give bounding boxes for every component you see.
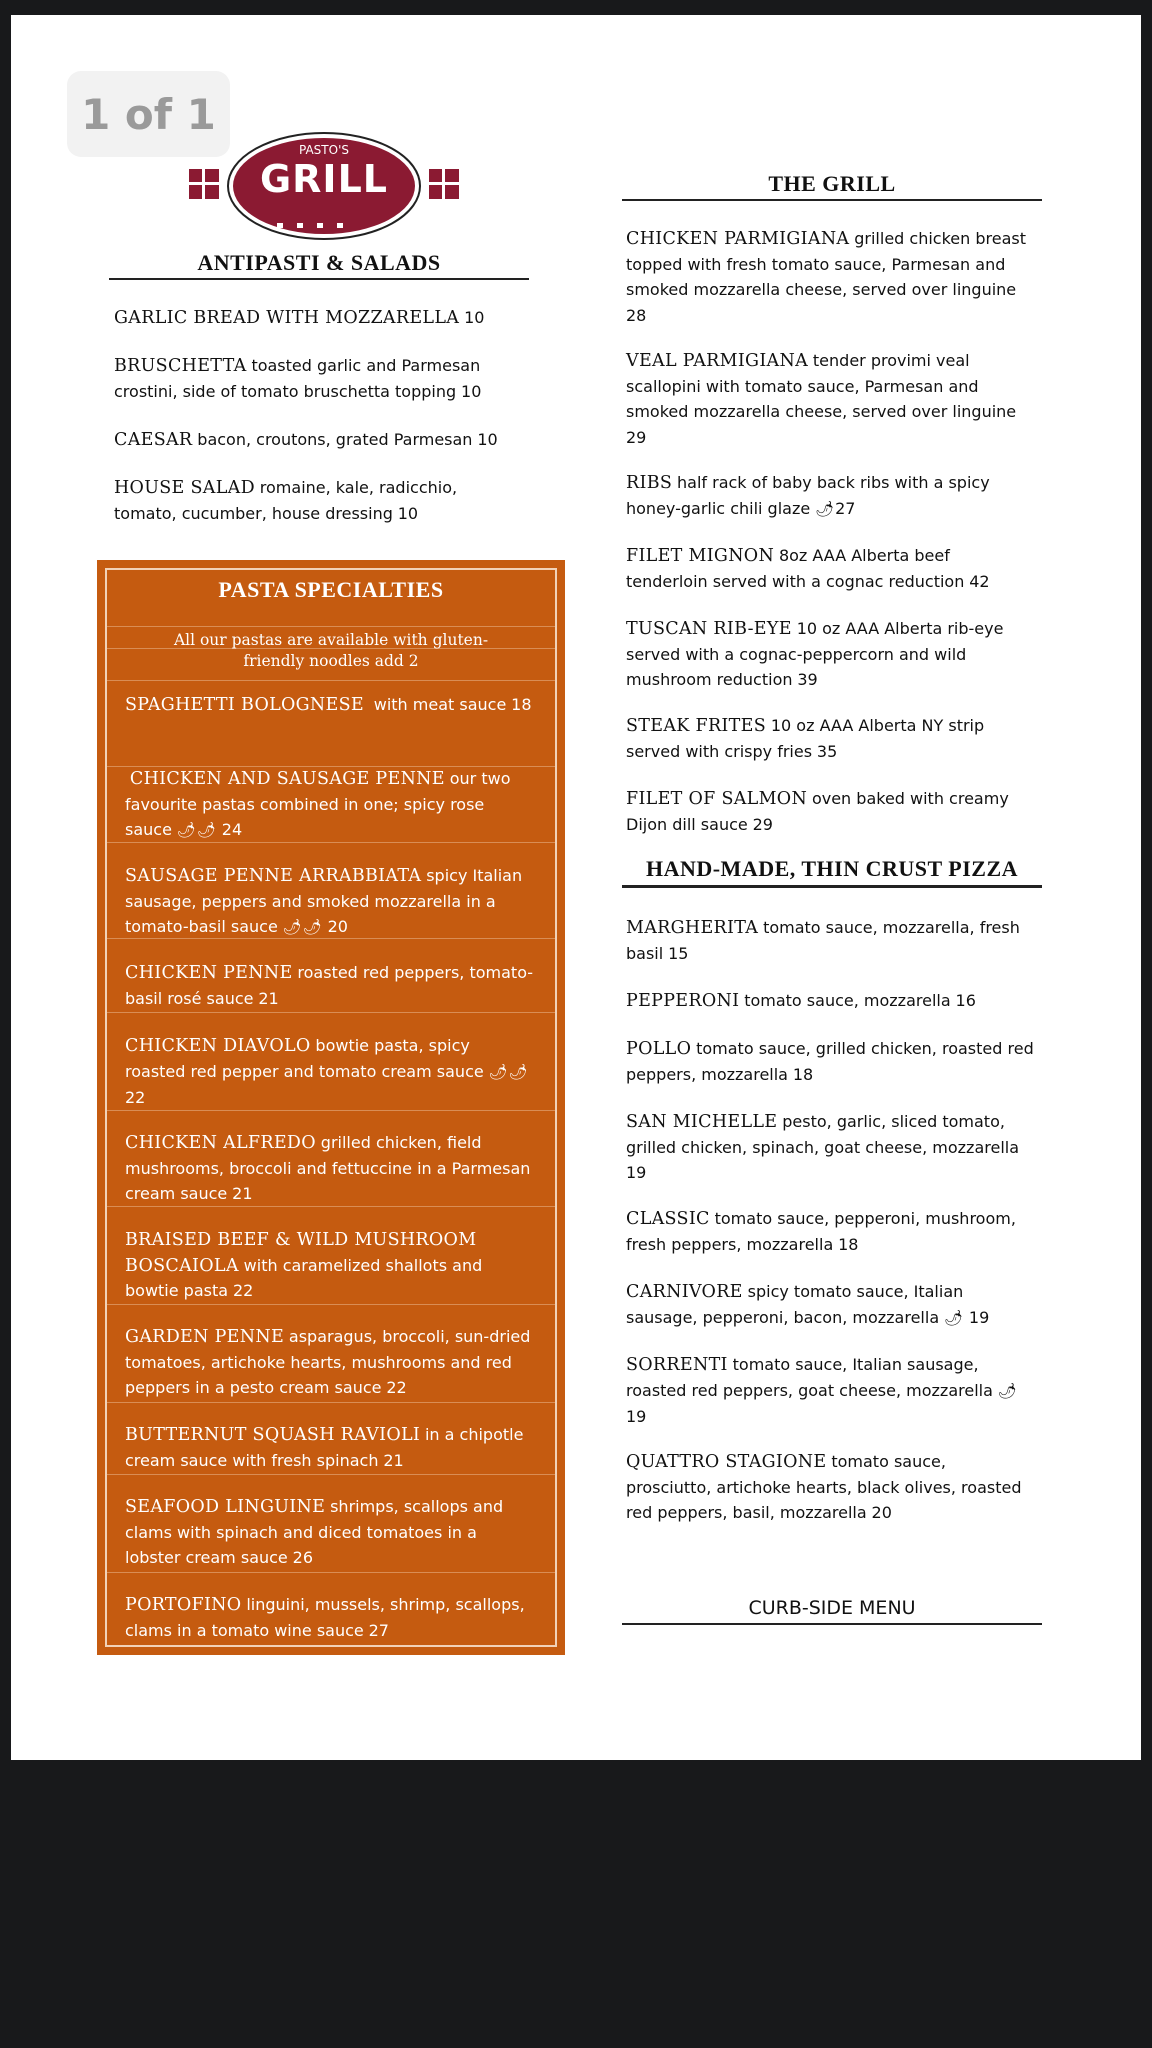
pasta-item: BRAISED BEEF & WILD MUSHROOM BOSCAIOLA with caramelized shallots and bowtie pasta 22 xyxy=(125,1230,483,1300)
menu-item: PEPPERONI tomato sauce, mozzarella 16 xyxy=(626,991,976,1011)
curb-side-menu-label: CURB-SIDE MENU xyxy=(748,1597,916,1619)
menu-item: STEAK FRITES 10 oz AAA Alberta NY strip served with crispy fries 35 xyxy=(626,716,985,761)
pasta-item: SEAFOOD LINGUINE shrimps, scallops and clams with spinach and diced tomatoes in a lobster cream sauce 26 xyxy=(125,1497,504,1567)
pasta-item: SPAGHETTI BOLOGNESE with meat sauce 18 xyxy=(125,695,532,715)
spicy-pepper-icon: 🌶 xyxy=(944,1309,965,1327)
pasta-item: CHICKEN ALFREDO grilled chicken, field mushrooms, broccoli and fettuccine in a Parmesan cream sauce 21 xyxy=(125,1133,531,1203)
spicy-pepper-icon: 🌶🌶 xyxy=(488,1063,529,1081)
menu-item: CHICKEN PARMIGIANA grilled chicken breast topped with fresh tomato sauce, Parmesan and smoked mozzarella cheese, served over linguine 28 xyxy=(626,229,1026,325)
menu-item: SORRENTI tomato sauce, Italian sausage, roasted red peppers, goat cheese, mozzarella 🌶19 xyxy=(626,1355,1018,1426)
pasta-item: CHICKEN DIAVOLO bowtie pasta, spicy roasted red pepper and tomato cream sauce 🌶🌶22 xyxy=(125,1036,529,1107)
spicy-pepper-icon: 🌶🌶 xyxy=(282,919,323,936)
menu-item: BRUSCHETTA toasted garlic and Parmesan crostini, side of tomato bruschetta topping 10 xyxy=(114,356,482,401)
spicy-pepper-icon: 🌶 xyxy=(997,1382,1018,1400)
grill-rule xyxy=(622,199,1042,201)
menu-item: VEAL PARMIGIANA tender provimi veal scallopini with tomato sauce, Parmesan and smoked mozzarella cheese, served over linguine 29 xyxy=(626,351,1017,447)
pasta-item: CHICKEN PENNE roasted red peppers, tomato-basil rosé sauce 21 xyxy=(125,963,534,1008)
pasta-item: GARDEN PENNE asparagus, broccoli, sun-dried tomatoes, artichoke hearts, mushrooms and red peppers in a pesto cream sauce 22 xyxy=(125,1327,531,1397)
pasta-note: All our pastas are available with gluten-friendly noodles add 2 xyxy=(173,631,489,670)
pizza-heading: HAND-MADE, THIN CRUST PIZZA xyxy=(645,856,1019,881)
menu-item: QUATTRO STAGIONE tomato sauce, prosciutto, artichoke hearts, black olives, roasted red peppers, basil, mozzarella 20 xyxy=(626,1452,1022,1522)
menu-item: GARLIC BREAD WITH MOZZARELLA 10 xyxy=(114,308,485,328)
logo-small-text: PASTO'S xyxy=(299,143,349,157)
logo-big-text: GRILL xyxy=(259,157,389,201)
menu-item: CLASSIC tomato sauce, pepperoni, mushroom, fresh peppers, mozzarella 18 xyxy=(626,1209,1016,1254)
menu-item: TUSCAN RIB-EYE 10 oz AAA Alberta rib-eye served with a cognac-peppercorn and wild mushroom reduction 39 xyxy=(626,619,1004,689)
spicy-pepper-icon: 🌶🌶 xyxy=(176,822,217,839)
grill-heading: THE GRILL xyxy=(768,171,896,196)
page-counter: 1 of 1 xyxy=(67,71,230,157)
menu-item: FILET MIGNON 8oz AAA Alberta beef tenderloin served with a cognac reduction 42 xyxy=(626,546,990,591)
pasta-item: BUTTERNUT SQUASH RAVIOLI in a chipotle cream sauce with fresh spinach 21 xyxy=(125,1425,524,1470)
pasta-item: PORTOFINO linguini, mussels, shrimp, scallops, clams in a tomato wine sauce 27 xyxy=(125,1595,525,1640)
menu-item: RIBS half rack of baby back ribs with a spicy honey-garlic chili glaze 🌶27 xyxy=(626,473,990,518)
spicy-pepper-icon: 🌶 xyxy=(815,500,836,518)
menu-page xyxy=(11,15,1141,1760)
menu-item: CARNIVORE spicy tomato sauce, Italian sausage, pepperoni, bacon, mozzarella 🌶 19 xyxy=(626,1282,990,1327)
antipasti-rule xyxy=(109,278,529,280)
pasta-heading: PASTA SPECIALTIES xyxy=(218,577,444,602)
footer-rule xyxy=(622,1623,1042,1625)
menu-item: POLLO tomato sauce, grilled chicken, roasted red peppers, mozzarella 18 xyxy=(626,1039,1034,1084)
menu-item: MARGHERITA tomato sauce, mozzarella, fresh basil 15 xyxy=(626,918,1020,963)
menu-item: SAN MICHELLE pesto, garlic, sliced tomato, grilled chicken, spinach, goat cheese, mozzarella 19 xyxy=(626,1112,1020,1182)
menu-item: FILET OF SALMON oven baked with creamy Dijon dill sauce 29 xyxy=(626,789,1009,834)
pasta-item: CHICKEN AND SAUSAGE PENNE our two favourite pastas combined in one; spicy rose sauce 🌶🌶 24 xyxy=(125,769,511,839)
pasta-specialties-box xyxy=(97,560,565,1655)
menu-item: CAESAR bacon, croutons, grated Parmesan 10 xyxy=(114,430,498,450)
menu-item: HOUSE SALAD romaine, kale, radicchio, tomato, cucumber, house dressing 10 xyxy=(114,478,458,523)
pizza-rule xyxy=(622,885,1042,888)
antipasti-heading: ANTIPASTI & SALADS xyxy=(197,250,441,275)
pasta-item: SAUSAGE PENNE ARRABBIATA spicy Italian sausage, peppers and smoked mozzarella in a tomato-basil sauce 🌶🌶 20 xyxy=(125,866,523,936)
